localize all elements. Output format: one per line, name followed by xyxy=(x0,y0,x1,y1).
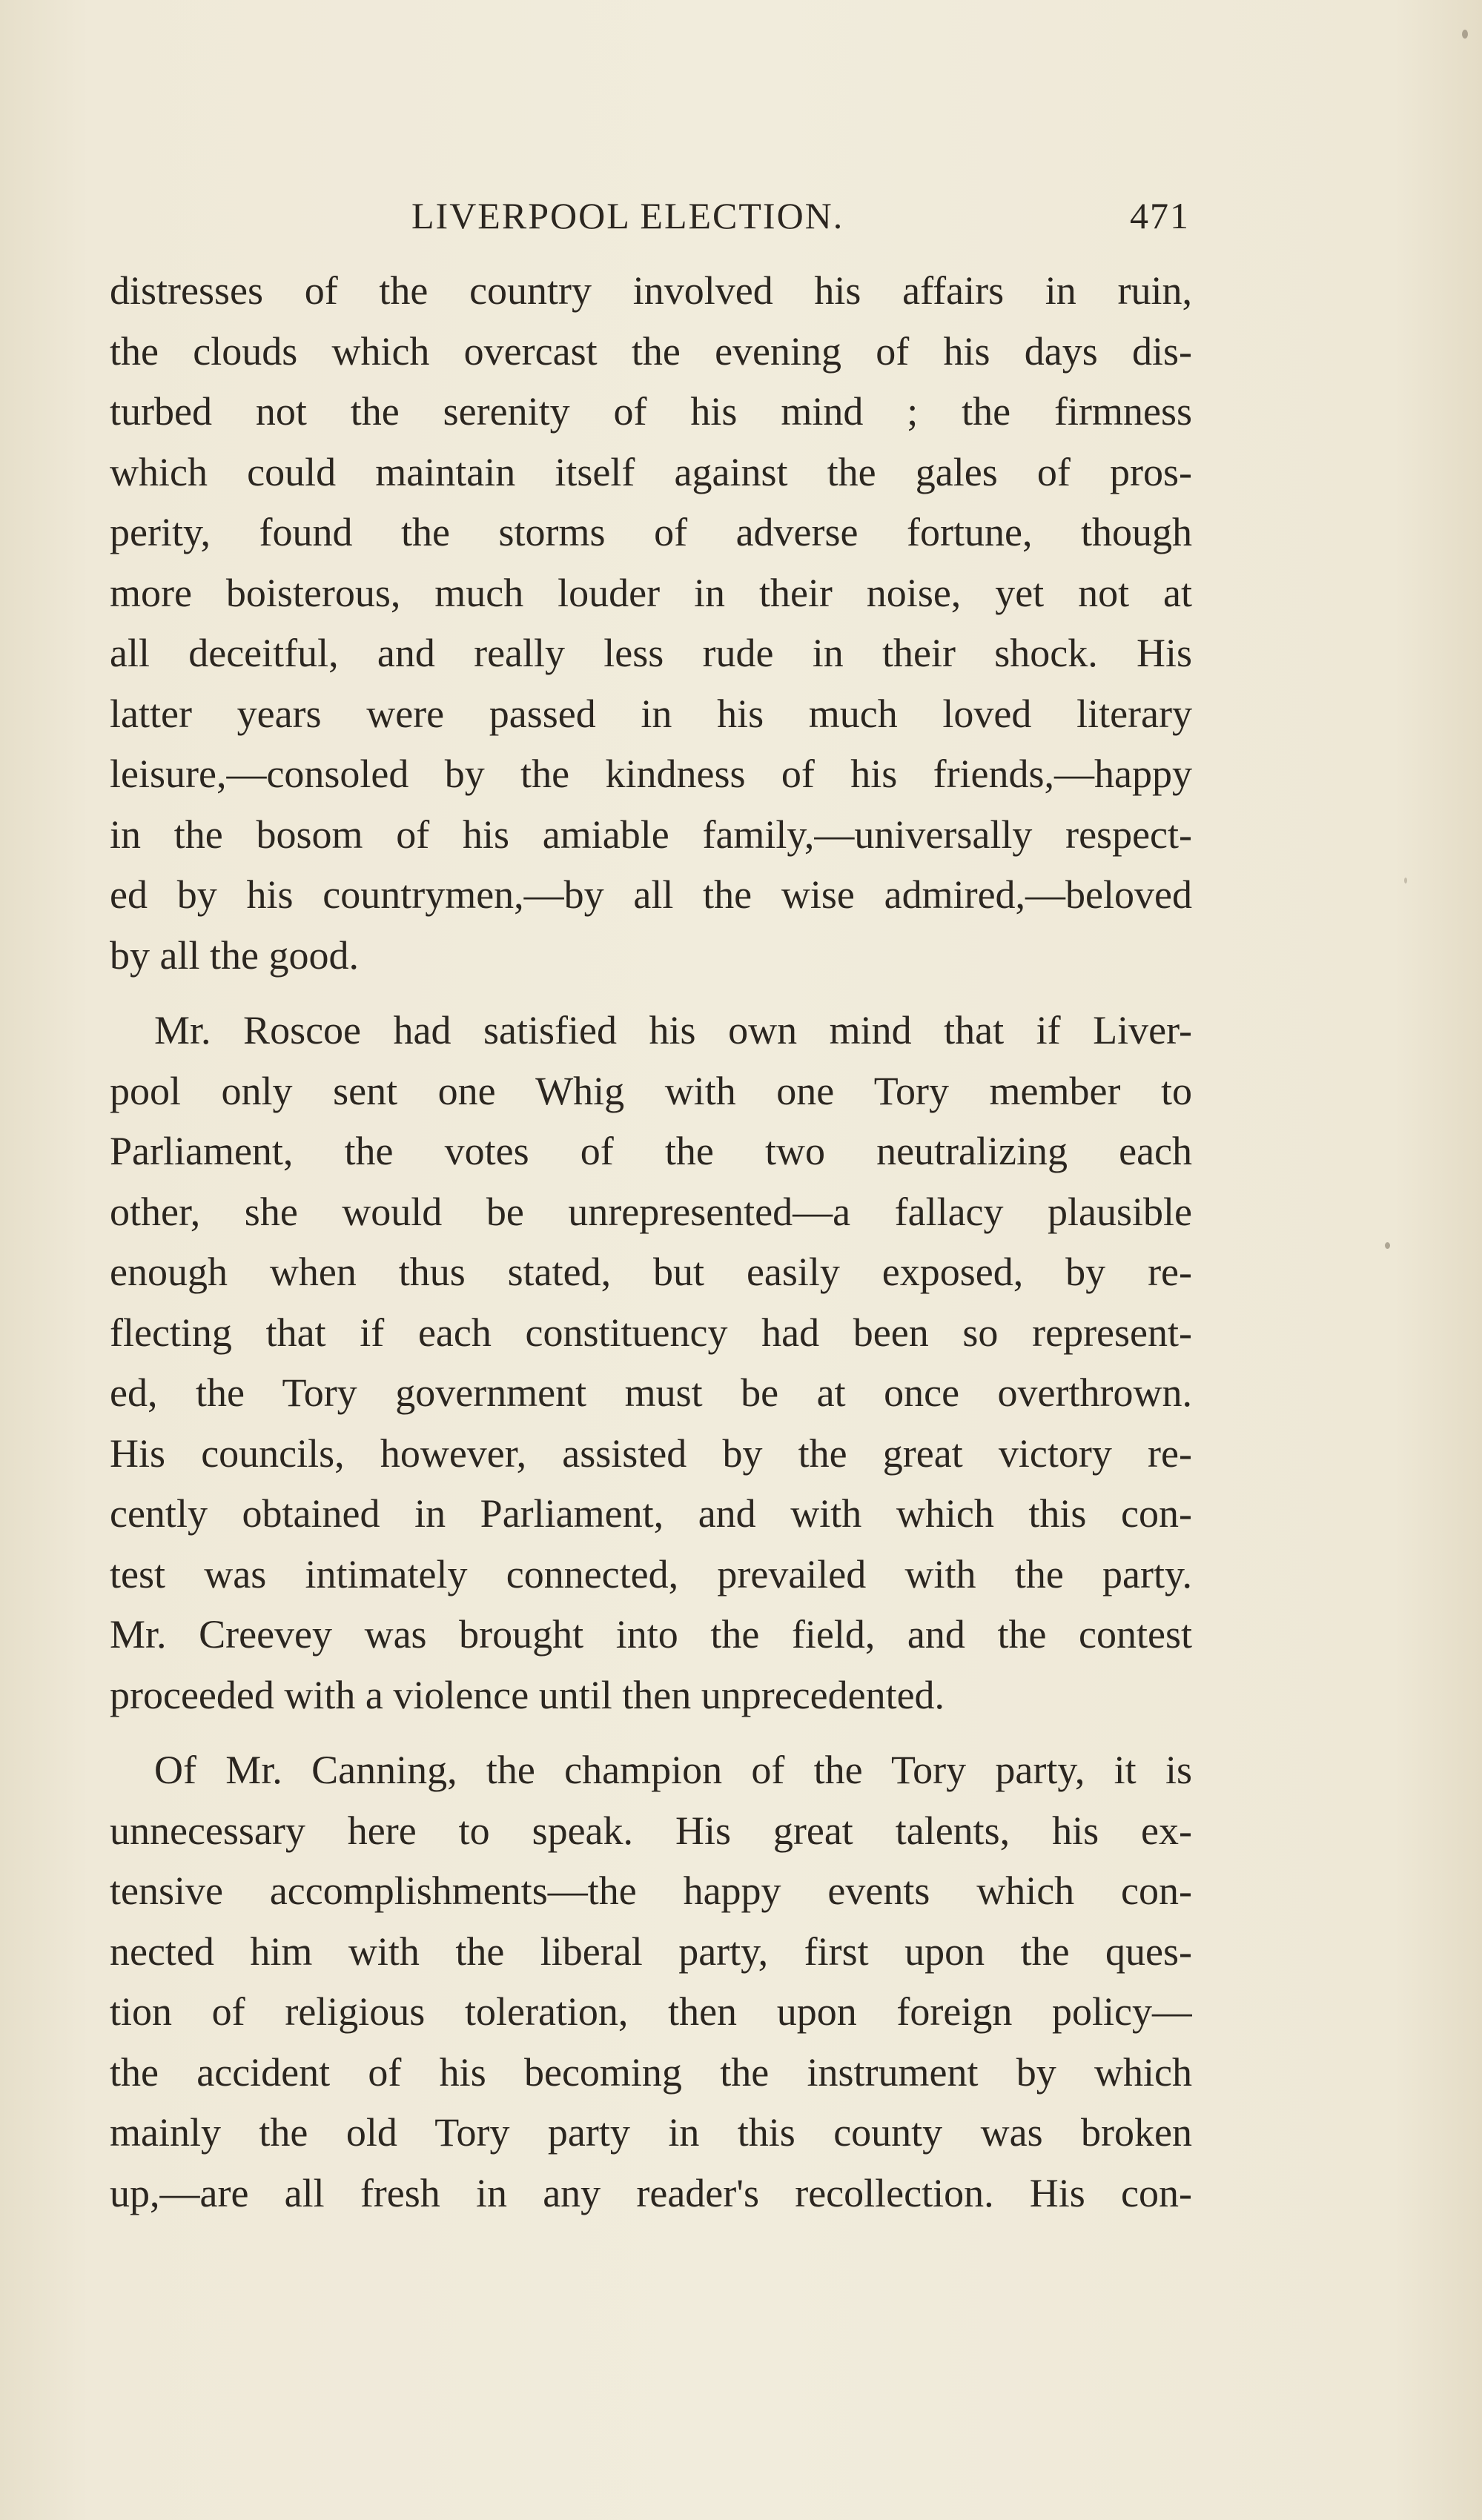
text-line: turbed not the serenity of his mind ; the firmness xyxy=(110,389,1192,434)
paragraph-3 xyxy=(110,1740,1192,2224)
paper-speck xyxy=(1462,30,1468,39)
text-line: tion of religious toleration, then upon foreign policy— xyxy=(110,1989,1192,2034)
text-line: the accident of his becoming the instrument by which xyxy=(110,2049,1192,2095)
text-line: Parliament, the votes of the two neutralizing each xyxy=(110,1129,1192,1173)
page-header xyxy=(411,194,1190,239)
text-line: in the bosom of his amiable family,—universally respect- xyxy=(110,812,1192,857)
page-number: 471 xyxy=(1130,195,1190,236)
text-line: distresses of the country involved his affairs in ruin, xyxy=(110,268,1192,313)
text-line: Mr. Creevey was brought into the field, and the contest xyxy=(110,1612,1192,1657)
text-line: ed, the Tory government must be at once overthrown. xyxy=(110,1370,1192,1415)
text-line: pool only sent one Whig with one Tory member to xyxy=(110,1068,1192,1113)
text-line: leisure,—consoled by the kindness of his friends,—happy xyxy=(110,752,1192,796)
text-line: up,—are all fresh in any reader's recollection. His con- xyxy=(110,2170,1192,2215)
paragraph-2 xyxy=(110,1001,1192,1725)
text-line: enough when thus stated, but easily exposed, by re- xyxy=(110,1250,1192,1294)
text-line: proceeded with a violence until then unprecedented. xyxy=(110,1672,945,1717)
text-line: all deceitful, and really less rude in their shock. His xyxy=(110,631,1192,675)
paper-speck xyxy=(1385,1242,1390,1249)
text-line: flecting that if each constituency had been so represent- xyxy=(110,1310,1192,1355)
text-line: cently obtained in Parliament, and with which this con- xyxy=(110,1491,1192,1536)
text-line: His councils, however, assisted by the great victory re- xyxy=(110,1430,1192,1476)
text-line: Mr. Roscoe had satisfied his own mind that if Liver- xyxy=(154,1008,1192,1052)
text-line: ed by his countrymen,—by all the wise admired,—beloved xyxy=(110,872,1192,917)
running-head: LIVERPOOL ELECTION. xyxy=(411,195,844,236)
text-line: Of Mr. Canning, the champion of the Tory party, it is xyxy=(154,1748,1192,1792)
text-line: perity, found the storms of adverse fortune, though xyxy=(110,510,1192,554)
paragraph-gap xyxy=(110,986,1192,1001)
text-line: which could maintain itself against the gales of pros- xyxy=(110,449,1192,494)
text-line: test was intimately connected, prevailed with the party. xyxy=(110,1551,1192,1596)
text-line: latter years were passed in his much loved literary xyxy=(110,691,1192,736)
text-line: nected him with the liberal party, first upon the ques- xyxy=(110,1929,1192,1974)
paragraph-gap xyxy=(110,1725,1192,1740)
text-line: tensive accomplishments—the happy events which con- xyxy=(110,1869,1192,1913)
text-line: more boisterous, much louder in their noise, yet not at xyxy=(110,570,1192,615)
text-line: the clouds which overcast the evening of his days dis- xyxy=(110,328,1192,374)
text-line: other, she would be unrepresented—a fallacy plausible xyxy=(110,1189,1192,1234)
paragraph-1 xyxy=(110,261,1192,986)
text-line: by all the good. xyxy=(110,932,359,978)
body-text xyxy=(110,261,1192,2224)
text-line: unnecessary here to speak. His great talents, his ex- xyxy=(110,1808,1192,1853)
paper-speck xyxy=(1404,878,1407,883)
text-line: mainly the old Tory party in this county was broken xyxy=(110,2110,1192,2155)
